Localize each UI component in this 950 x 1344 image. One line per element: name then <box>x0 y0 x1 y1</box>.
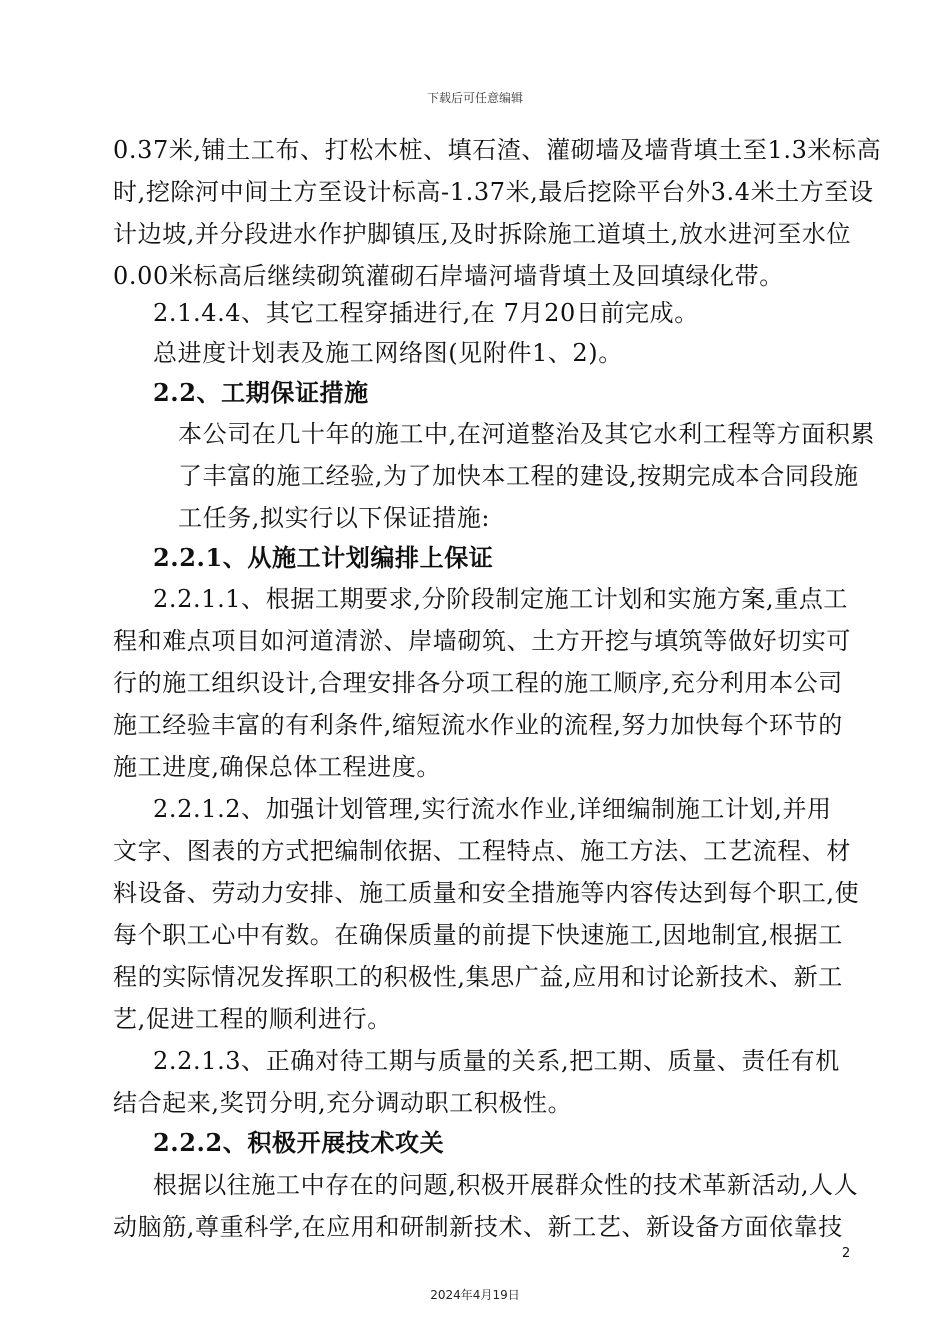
section-heading: 2.2.2、积极开展技术攻关 <box>153 1128 445 1157</box>
section-heading: 2.2.1、从施工计划编排上保证 <box>153 543 494 572</box>
body-line: 2.2.1.2、加强计划管理,实行流水作业,详细编制施工计划,并用 <box>153 795 832 823</box>
body-line: 艺,促进工程的顺利进行。 <box>113 1005 392 1033</box>
section-heading: 2.2、工期保证措施 <box>153 378 369 407</box>
body-line: 工任务,拟实行以下保证措施: <box>178 504 491 532</box>
page-header: 下载后可任意编辑 <box>426 91 523 105</box>
body-line: 根据以往施工中存在的问题,积极开展群众性的技术革新活动,人人 <box>153 1171 859 1199</box>
body-line: 总进度计划表及施工网络图(见附件1、2)。 <box>153 339 623 367</box>
body-line: 每个职工心中有数。在确保质量的前提下快速施工,因地制宜,根据工 <box>113 921 843 949</box>
body-line: 结合起来,奖罚分明,充分调动职工积极性。 <box>113 1089 573 1117</box>
body-line: 程和难点项目如河道清淤、岸墙砌筑、土方开挖与填筑等做好切实可 <box>113 627 851 655</box>
body-line: 0.37米,铺土工布、打松木桩、填石渣、灌砌墙及墙背填土至1.3米标高 <box>113 136 882 164</box>
footer-date: 2024年4月19日 <box>430 1288 520 1302</box>
body-line: 2.1.4.4、其它工程穿插进行,在 7月20日前完成。 <box>153 299 699 327</box>
body-line: 施工经验丰富的有利条件,缩短流水作业的流程,努力加快每个环节的 <box>113 711 843 739</box>
body-line: 文字、图表的方式把编制依据、工程特点、施工方法、工艺流程、材 <box>113 837 851 865</box>
body-line: 计边坡,并分段进水作护脚镇压,及时拆除施工道填土,放水进河至水位 <box>113 220 852 248</box>
body-line: 时,挖除河中间土方至设计标高-1.37米,最后挖除平台外3.4米土方至设 <box>113 178 874 206</box>
body-line: 2.2.1.1、根据工期要求,分阶段制定施工计划和实施方案,重点工 <box>153 585 849 613</box>
body-line: 行的施工组织设计,合理安排各分项工程的施工顺序,充分利用本公司 <box>113 669 843 697</box>
body-line: 了丰富的施工经验,为了加快本工程的建设,按期完成本合同段施 <box>178 462 859 490</box>
body-line: 本公司在几十年的施工中,在河道整治及其它水利工程等方面积累 <box>178 420 876 448</box>
body-line: 2.2.1.3、正确对待工期与质量的关系,把工期、质量、责任有机 <box>153 1047 840 1075</box>
body-line: 0.00米标高后继续砌筑灌砌石岸墙河墙背填土及回填绿化带。 <box>113 262 784 290</box>
body-line: 动脑筋,尊重科学,在应用和研制新技术、新工艺、新设备方面依靠技 <box>113 1213 843 1241</box>
body-line: 施工进度,确保总体工程进度。 <box>113 753 442 781</box>
body-line: 程的实际情况发挥职工的积极性,集思广益,应用和讨论新技术、新工 <box>113 963 843 991</box>
page-number: 2 <box>842 1246 851 1261</box>
body-line: 料设备、劳动力安排、施工质量和安全措施等内容传达到每个职工,使 <box>113 879 860 907</box>
